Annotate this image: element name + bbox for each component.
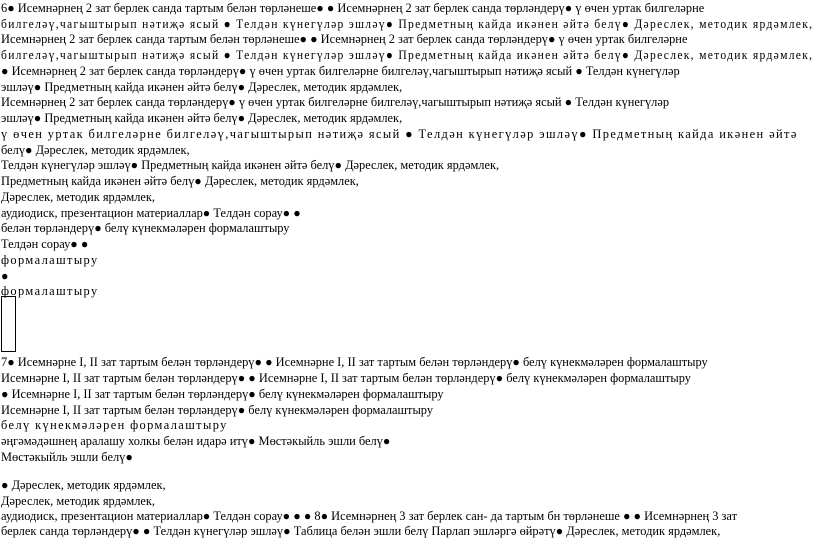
- text-line: Исемнәрнең 2 зат берлек санда төрләндерү● ү өчен уртак билгеләрне билгеләү,чагыштырып нәтиҗә ясый ● Телдән күнегүләр: [1, 95, 670, 109]
- text-line: 7● Исемнәрне I, II зат тартым белән төрләндерү● ● Исемнәрне I, II зат тартым белән төрләндерү● белү күнекмәләрен формалаштыру: [1, 355, 708, 369]
- text-line: ● Исемнәрне I, II зат тартым белән төрләндерү● белү күнекмәләрен формалаштыру: [1, 387, 444, 401]
- text-line: эшләү● Предметның кайда икәнен әйтә белү● Дәреслек, методик ярдәмлек,: [1, 111, 403, 125]
- text-line: белү● Дәреслек, методик ярдәмлек,: [1, 143, 190, 157]
- text-line: ● Исемнәрнең 2 зат берлек санда төрләндерү● ү өчен уртак билгеләрне билгеләү,чагыштырып нәтиҗә ясый ● Телдән күнегүләр: [1, 64, 680, 78]
- text-line: формалаштыру: [1, 253, 99, 267]
- text-line: эшләү● Предметның кайда икәнен әйтә белү● Дәреслек, методик ярдәмлек,: [1, 80, 403, 94]
- text-line: формалаштыру: [1, 284, 99, 298]
- text-line: Телдән сорау● ●: [1, 237, 89, 251]
- text-line: берлек санда төрләндерү● ● Телдән күнегүләр эшләү● Таблица белән эшли белү Парлап эшләргә өйрәтү● Дәреслек, методик ярдәмлек,: [1, 524, 721, 538]
- text-line: Телдән күнегүләр эшләү● Предметның кайда икәнен әйтә белү● Дәреслек, методик ярдәмлек,: [1, 158, 500, 172]
- text-line: билгеләү,чагыштырып нәтиҗә ясый ● Телдән күнегүләр эшләү● Предметның кайда икәнен әйтә белү● Дәреслек, методик ярдәмлек,: [1, 48, 814, 62]
- text-line: әңгәмәдәшнең аралашу холкы белән идарә итү● Мөстәкыйль эшли белү●: [1, 434, 391, 448]
- text-line: белү күнекмәләрен формалаштыру: [1, 418, 228, 432]
- text-line: ү өчен уртак билгеләрне билгеләү,чагыштырып нәтиҗә ясый ● Телдән күнегүләр эшләү● Предметның кайда икәнен әйтә: [1, 127, 798, 141]
- text-line: Исемнәрне I, II зат тартым белән төрләндерү● ● Исемнәрне I, II зат тартым белән төрләндерү● белү күнекмәләрен формалаштыру: [1, 371, 691, 385]
- text-line: Исемнәрне I, II зат тартым белән төрләндерү● белү күнекмәләрен формалаштыру: [1, 403, 434, 417]
- text-line: Дәреслек, методик ярдәмлек,: [1, 190, 156, 204]
- text-line: 6● Исемнәрнең 2 зат берлек санда тартым белән төрләнеше● ● Исемнәрнең 2 зат берлек санда төрләндерү● ү өчен уртак билгеләрне: [1, 1, 705, 15]
- empty-box: [1, 296, 16, 352]
- text-line: аудиодиск, презентацион материаллар● Телдән сорау● ●: [1, 206, 301, 220]
- text-line: Мөстәкыйль эшли белү●: [1, 450, 133, 464]
- text-line: билгеләү,чагыштырып нәтиҗә ясый ● Телдән күнегүләр эшләү● Предметның кайда икәнен әйтә белү● Дәреслек, методик ярдәмлек,: [1, 17, 814, 31]
- text-line: ● Дәреслек, методик ярдәмлек,: [1, 478, 166, 492]
- text-line: Предметның кайда икәнен әйтә белү● Дәреслек, методик ярдәмлек,: [1, 174, 359, 188]
- text-line: Исемнәрнең 2 зат берлек санда тартым белән төрләнеше● ● Исемнәрнең 2 зат берлек санда төрләндерү● ү өчен уртак билгеләрне: [1, 32, 688, 46]
- text-line: белән төрләндерү● белү күнекмәләрен формалаштыру: [1, 221, 290, 235]
- text-line: Дәреслек, методик ярдәмлек,: [1, 494, 156, 508]
- bullet: ●: [1, 269, 9, 283]
- text-line: аудиодиск, презентацион материаллар● Телдән сорау● ● ● 8● Исемнәрнең 3 зат берлек сан- да тартым бн төрләнеше ● ● Исемнәрнең 3 зат: [1, 509, 738, 523]
